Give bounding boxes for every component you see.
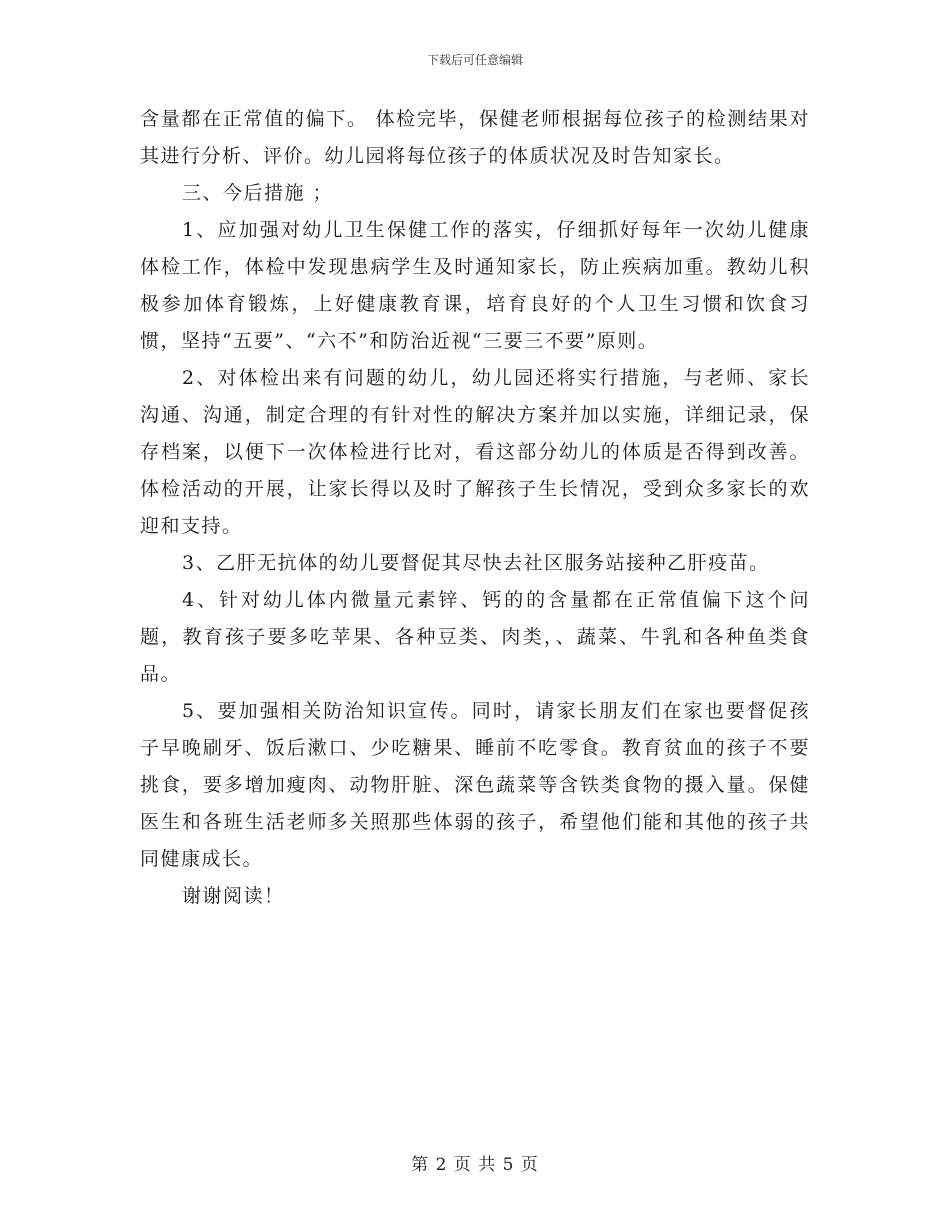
paragraph-item-1: 1、应加强对幼儿卫生保健工作的落实，仔细抓好每年一次幼儿健康体检工作，体检中发现患病学生及时通知家长，防止疾病加重。教幼儿积极参加体育锻炼，上好健康教育课，培育良好的个人卫生习惯和饮食习惯，坚持“五要”、“六不”和防治近视“三要三不要”原则。 [140, 219, 810, 352]
page-number: 第 2 页 共 5 页 [411, 1155, 539, 1175]
section-heading: 三、今后措施 ； [182, 182, 334, 204]
paragraph-item-4: 4、针对幼儿体内微量元素锌、钙的的含量都在正常值偏下这个问题，教育孩子要多吃苹果、各种豆类、肉类，、蔬菜、牛乳和各种鱼类食品。 [140, 589, 810, 685]
page-header-note: 下载后可任意编辑 [426, 53, 523, 67]
paragraph-item-3: 3、乙肝无抗体的幼儿要督促其尽快去社区服务站接种乙肝疫苗。 [182, 552, 770, 574]
paragraph-continuation: 含量都在正常值的偏下。 体检完毕，保健老师根据每位孩子的检测结果对其进行分析、评价。幼儿园将每位孩子的体质状况及时告知家长。 [140, 108, 810, 167]
paragraph-item-5: 5、要加强相关防治知识宣传。同时，请家长朋友们在家也要督促孩子早晚刷牙、饭后漱口、少吃糖果、睡前不吃零食。教育贫血的孩子不要挑食，要多增加瘦肉、动物肝脏、深色蔬菜等含铁类食物的摄入量。保健医生和各班生活老师多关照那些体弱的孩子，希望他们能和其他的孩子共同健康成长。 [140, 700, 810, 870]
paragraph-item-2: 2、对体检出来有问题的幼儿，幼儿园还将实行措施，与老师、家长沟通、沟通，制定合理的有针对性的解决方案并加以实施，详细记录，保存档案，以便下一次体检进行比对，看这部分幼儿的体质是否得到改善。体检活动的开展，让家长得以及时了解孩子生长情况，受到众多家长的欢迎和支持。 [140, 367, 810, 537]
closing-line: 谢谢阅读！ [182, 885, 285, 907]
document-body [140, 101, 810, 915]
